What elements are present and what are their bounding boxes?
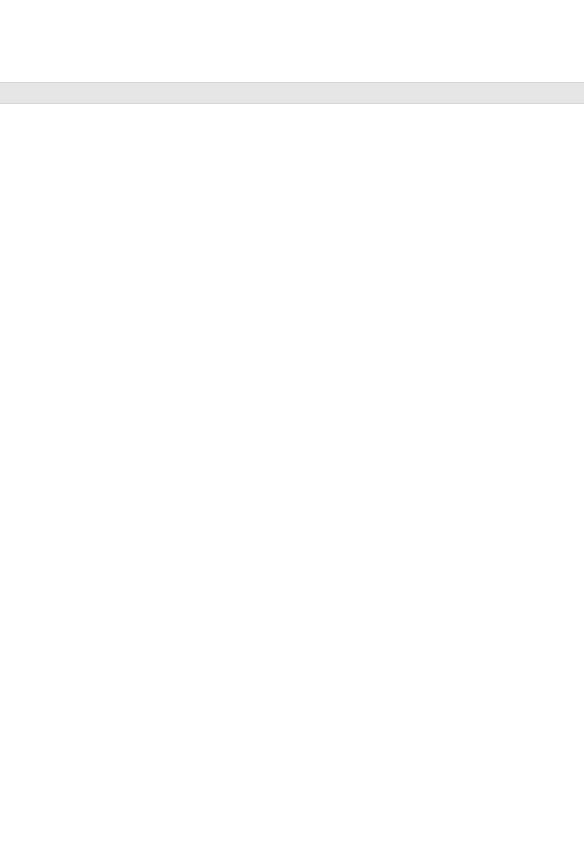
header-card (0, 0, 584, 83)
winners-card (0, 103, 584, 856)
